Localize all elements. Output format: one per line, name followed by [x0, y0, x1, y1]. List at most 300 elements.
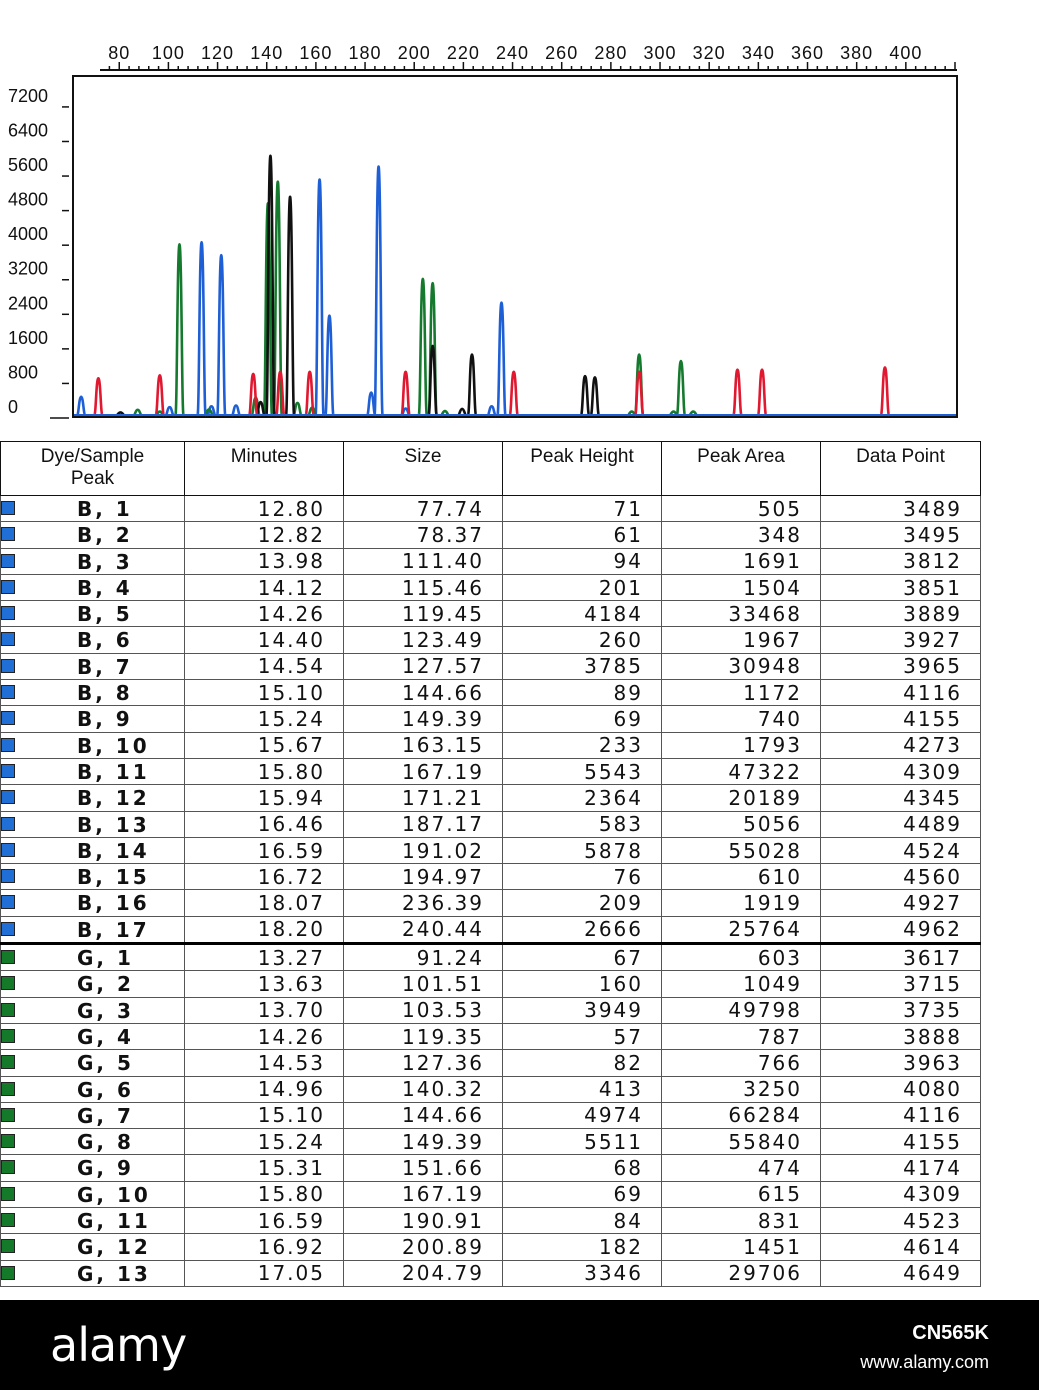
minutes-cell: 18.07 — [185, 890, 344, 916]
peak-area-cell: 20189 — [662, 785, 821, 811]
size-cell: 127.57 — [344, 653, 503, 679]
data-point-cell: 4309 — [821, 1181, 981, 1207]
dye-sample-cell — [1, 890, 185, 916]
peak-area-cell: 66284 — [662, 1102, 821, 1128]
minutes-cell: 15.24 — [185, 706, 344, 732]
peak-height-cell: 61 — [503, 522, 662, 548]
peak-blue — [198, 242, 206, 415]
table-row — [1, 548, 981, 574]
data-point-cell: 4649 — [821, 1260, 981, 1286]
size-cell: 163.15 — [344, 732, 503, 758]
peak-height-cell: 2666 — [503, 916, 662, 943]
dye-color-swatch-icon — [1, 895, 15, 909]
peak-area-cell: 603 — [662, 944, 821, 971]
peak-height-cell: 209 — [503, 890, 662, 916]
dye-sample-label: G, 12 — [77, 1235, 151, 1260]
peak-blue — [232, 405, 240, 415]
dye-sample-cell — [1, 1234, 185, 1260]
size-cell: 123.49 — [344, 627, 503, 653]
minutes-cell: 15.24 — [185, 1129, 344, 1155]
series-black — [116, 156, 598, 415]
x-tick-label: 380 — [840, 43, 874, 63]
table-row — [1, 1155, 981, 1181]
dye-color-swatch-icon — [1, 922, 15, 936]
dye-sample-label: G, 10 — [77, 1182, 151, 1207]
table-row — [1, 1208, 981, 1234]
peak-area-cell: 787 — [662, 1023, 821, 1049]
peak-black — [581, 376, 589, 415]
table-row — [1, 864, 981, 890]
size-cell: 187.17 — [344, 811, 503, 837]
peak-height-cell: 82 — [503, 1050, 662, 1076]
peak-area-cell: 30948 — [662, 653, 821, 679]
size-cell: 140.32 — [344, 1076, 503, 1102]
series-layer — [74, 156, 956, 415]
peak-blue — [77, 397, 85, 415]
data-point-cell: 4560 — [821, 864, 981, 890]
dye-sample-label: B, 6 — [77, 628, 133, 653]
peak-height-cell: 89 — [503, 680, 662, 706]
peak-black — [286, 197, 294, 415]
dye-sample-label: G, 11 — [77, 1209, 151, 1234]
x-tick-label: 300 — [643, 43, 677, 63]
header-data-point: Data Point — [821, 442, 981, 496]
data-point-cell: 3489 — [821, 496, 981, 522]
minutes-cell: 17.05 — [185, 1260, 344, 1286]
x-axis-top — [100, 43, 957, 70]
size-cell: 167.19 — [344, 1181, 503, 1207]
peak-height-cell: 5543 — [503, 758, 662, 784]
peak-red — [510, 372, 518, 415]
dye-sample-label: B, 9 — [77, 707, 133, 732]
dye-sample-cell — [1, 837, 185, 863]
peak-blue — [217, 255, 225, 415]
minutes-cell: 15.80 — [185, 1181, 344, 1207]
dye-color-swatch-icon — [1, 501, 15, 515]
peak-area-cell: 55840 — [662, 1129, 821, 1155]
minutes-cell: 15.80 — [185, 758, 344, 784]
size-cell: 78.37 — [344, 522, 503, 548]
table-row — [1, 785, 981, 811]
data-point-cell: 4080 — [821, 1076, 981, 1102]
image-id: CN565K — [912, 1322, 989, 1344]
peak-area-cell: 1451 — [662, 1234, 821, 1260]
dye-sample-label: B, 12 — [77, 786, 150, 811]
table-row — [1, 653, 981, 679]
peak-area-cell: 505 — [662, 496, 821, 522]
table-row — [1, 496, 981, 522]
dye-color-swatch-icon — [1, 1082, 15, 1096]
dye-sample-cell — [1, 785, 185, 811]
dye-sample-label: G, 6 — [77, 1077, 134, 1102]
peak-height-cell: 94 — [503, 548, 662, 574]
size-cell: 103.53 — [344, 997, 503, 1023]
peak-height-cell: 160 — [503, 971, 662, 997]
dye-color-swatch-icon — [1, 1029, 15, 1043]
dye-sample-label: G, 3 — [77, 998, 134, 1023]
peak-red — [881, 367, 889, 415]
peak-area-cell: 5056 — [662, 811, 821, 837]
peak-height-cell: 5511 — [503, 1129, 662, 1155]
data-point-cell: 4155 — [821, 1129, 981, 1155]
x-tick-label: 280 — [594, 43, 628, 63]
dye-sample-cell — [1, 732, 185, 758]
y-tick-label: 800 — [8, 362, 39, 383]
minutes-cell: 16.59 — [185, 1208, 344, 1234]
brand-url: www.alamy.com — [860, 1352, 989, 1372]
peak-blue — [166, 407, 174, 415]
peak-height-cell: 583 — [503, 811, 662, 837]
minutes-cell: 15.31 — [185, 1155, 344, 1181]
plot-frame — [73, 76, 957, 417]
peak-height-cell: 84 — [503, 1208, 662, 1234]
y-tick-label: 2400 — [8, 293, 49, 314]
dye-color-swatch-icon — [1, 1187, 15, 1201]
y-tick-label: 4000 — [8, 224, 49, 245]
dye-sample-cell — [1, 944, 185, 971]
dye-sample-label: G, 2 — [77, 972, 134, 997]
peak-area-cell: 348 — [662, 522, 821, 548]
table-row — [1, 1129, 981, 1155]
dye-sample-cell — [1, 758, 185, 784]
minutes-cell: 16.59 — [185, 837, 344, 863]
dye-color-swatch-icon — [1, 1239, 15, 1253]
data-point-cell: 3715 — [821, 971, 981, 997]
data-point-cell: 3495 — [821, 522, 981, 548]
peak-height-cell: 69 — [503, 1181, 662, 1207]
dye-color-swatch-icon — [1, 632, 15, 646]
data-point-cell: 4174 — [821, 1155, 981, 1181]
dye-color-swatch-icon — [1, 554, 15, 568]
x-tick-label: 160 — [299, 43, 333, 63]
minutes-cell: 14.26 — [185, 601, 344, 627]
peak-height-cell: 201 — [503, 574, 662, 600]
size-cell: 151.66 — [344, 1155, 503, 1181]
dye-sample-label: B, 2 — [77, 523, 133, 548]
table-row — [1, 1260, 981, 1286]
peak-area-cell: 25764 — [662, 916, 821, 943]
minutes-cell: 15.67 — [185, 732, 344, 758]
dye-sample-cell — [1, 706, 185, 732]
data-point-cell: 3889 — [821, 601, 981, 627]
dye-sample-cell — [1, 1076, 185, 1102]
dye-sample-label: B, 13 — [77, 812, 150, 837]
minutes-cell: 14.26 — [185, 1023, 344, 1049]
x-tick-label: 220 — [446, 43, 480, 63]
peak-area-cell: 766 — [662, 1050, 821, 1076]
electropherogram-chart — [0, 0, 1039, 440]
data-point-cell: 4309 — [821, 758, 981, 784]
dye-sample-label: G, 8 — [77, 1130, 134, 1155]
header-minutes: Minutes — [185, 442, 344, 496]
peak-height-cell: 233 — [503, 732, 662, 758]
dye-sample-label: B, 17 — [77, 917, 150, 942]
dye-sample-cell — [1, 997, 185, 1023]
dye-color-swatch-icon — [1, 1134, 15, 1148]
minutes-cell: 13.98 — [185, 548, 344, 574]
size-cell: 200.89 — [344, 1234, 503, 1260]
data-point-cell: 4962 — [821, 916, 981, 943]
data-point-cell: 4273 — [821, 732, 981, 758]
dye-sample-cell — [1, 496, 185, 522]
minutes-cell: 18.20 — [185, 916, 344, 943]
table-row — [1, 758, 981, 784]
peak-red — [94, 378, 102, 415]
peak-blue — [325, 316, 333, 415]
dye-sample-label: B, 3 — [77, 549, 133, 574]
table-row — [1, 811, 981, 837]
data-point-cell: 3888 — [821, 1023, 981, 1049]
dye-color-swatch-icon — [1, 817, 15, 831]
data-point-cell: 4489 — [821, 811, 981, 837]
minutes-cell: 15.10 — [185, 1102, 344, 1128]
peak-height-cell: 3346 — [503, 1260, 662, 1286]
header-peak-height: Peak Height — [503, 442, 662, 496]
dye-sample-label: B, 14 — [77, 838, 150, 863]
peak-green — [175, 244, 183, 415]
x-tick-label: 360 — [790, 43, 825, 63]
peak-black — [591, 377, 599, 415]
x-tick-label: 240 — [496, 43, 530, 63]
table-body — [1, 496, 981, 1287]
peak-green — [419, 279, 427, 415]
y-tick-label: 3200 — [8, 258, 49, 279]
size-cell: 119.35 — [344, 1023, 503, 1049]
dye-color-swatch-icon — [1, 711, 15, 725]
data-point-cell: 3735 — [821, 997, 981, 1023]
peak-area-cell: 1504 — [662, 574, 821, 600]
peak-area-cell: 1691 — [662, 548, 821, 574]
table-row — [1, 1102, 981, 1128]
table-row — [1, 680, 981, 706]
size-cell: 171.21 — [344, 785, 503, 811]
y-tick-label: 4800 — [8, 189, 49, 210]
size-cell: 111.40 — [344, 548, 503, 574]
peak-height-cell: 413 — [503, 1076, 662, 1102]
peak-height-cell: 260 — [503, 627, 662, 653]
peak-height-cell: 71 — [503, 496, 662, 522]
peak-area-cell: 49798 — [662, 997, 821, 1023]
dye-sample-cell — [1, 971, 185, 997]
size-cell: 194.97 — [344, 864, 503, 890]
dye-color-swatch-icon — [1, 1213, 15, 1227]
minutes-cell: 13.27 — [185, 944, 344, 971]
dye-color-swatch-icon — [1, 1108, 15, 1122]
peak-height-cell: 3949 — [503, 997, 662, 1023]
peak-area-cell: 3250 — [662, 1076, 821, 1102]
dye-sample-cell — [1, 680, 185, 706]
table-row — [1, 944, 981, 971]
x-tick-label: 200 — [397, 43, 431, 63]
y-tick-label: 6400 — [8, 120, 49, 141]
size-cell: 144.66 — [344, 680, 503, 706]
minutes-cell: 13.63 — [185, 971, 344, 997]
dye-color-swatch-icon — [1, 976, 15, 990]
peak-height-cell: 3785 — [503, 653, 662, 679]
dye-sample-label: B, 7 — [77, 654, 133, 679]
dye-sample-cell — [1, 548, 185, 574]
watermark-footer — [0, 1300, 1039, 1390]
dye-sample-cell — [1, 1050, 185, 1076]
data-point-cell: 4345 — [821, 785, 981, 811]
data-point-cell: 3617 — [821, 944, 981, 971]
data-point-cell: 4523 — [821, 1208, 981, 1234]
peak-area-cell: 29706 — [662, 1260, 821, 1286]
dye-sample-label: B, 5 — [77, 602, 133, 627]
x-tick-label: 180 — [348, 43, 382, 63]
minutes-cell: 14.96 — [185, 1076, 344, 1102]
dye-sample-cell — [1, 601, 185, 627]
minutes-cell: 14.40 — [185, 627, 344, 653]
minutes-cell: 12.82 — [185, 522, 344, 548]
peak-height-cell: 57 — [503, 1023, 662, 1049]
minutes-cell: 16.92 — [185, 1234, 344, 1260]
peak-area-cell: 740 — [662, 706, 821, 732]
peak-height-cell: 2364 — [503, 785, 662, 811]
minutes-cell: 14.54 — [185, 653, 344, 679]
y-tick-label: 0 — [8, 397, 19, 417]
dye-sample-cell — [1, 916, 185, 943]
peak-area-cell: 1919 — [662, 890, 821, 916]
table-row — [1, 706, 981, 732]
table-row — [1, 1234, 981, 1260]
table-row — [1, 601, 981, 627]
size-cell: 101.51 — [344, 971, 503, 997]
dye-color-swatch-icon — [1, 1055, 15, 1069]
peak-area-cell: 33468 — [662, 601, 821, 627]
dye-sample-label: G, 4 — [77, 1024, 134, 1049]
dye-color-swatch-icon — [1, 685, 15, 699]
dye-sample-cell — [1, 1208, 185, 1234]
header-size: Size — [344, 442, 503, 496]
minutes-cell: 14.12 — [185, 574, 344, 600]
size-cell: 236.39 — [344, 890, 503, 916]
dye-sample-label: G, 7 — [77, 1103, 134, 1128]
dye-sample-label: B, 11 — [77, 759, 150, 784]
dye-color-swatch-icon — [1, 869, 15, 883]
dye-color-swatch-icon — [1, 1160, 15, 1174]
size-cell: 190.91 — [344, 1208, 503, 1234]
minutes-cell: 14.53 — [185, 1050, 344, 1076]
x-tick-label: 120 — [201, 43, 235, 63]
peak-height-cell: 67 — [503, 944, 662, 971]
minutes-cell: 15.94 — [185, 785, 344, 811]
table-row — [1, 890, 981, 916]
brand-logo: alamy — [50, 1318, 187, 1372]
peak-table-container — [0, 441, 980, 1287]
table-row — [1, 574, 981, 600]
x-tick-label: 80 — [108, 43, 131, 63]
peak-area-cell: 1793 — [662, 732, 821, 758]
table-row — [1, 522, 981, 548]
data-point-cell: 3851 — [821, 574, 981, 600]
table-header-row — [1, 442, 981, 496]
size-cell: 191.02 — [344, 837, 503, 863]
size-cell: 144.66 — [344, 1102, 503, 1128]
peak-blue — [316, 180, 324, 415]
peak-height-cell: 68 — [503, 1155, 662, 1181]
data-point-cell: 4116 — [821, 680, 981, 706]
minutes-cell: 15.10 — [185, 680, 344, 706]
dye-color-swatch-icon — [1, 843, 15, 857]
size-cell: 149.39 — [344, 706, 503, 732]
table-row — [1, 997, 981, 1023]
peak-area-cell: 474 — [662, 1155, 821, 1181]
y-tick-label: 7200 — [8, 85, 49, 106]
dye-sample-cell — [1, 627, 185, 653]
dye-color-swatch-icon — [1, 790, 15, 804]
dye-sample-label: G, 1 — [77, 946, 134, 971]
table-row — [1, 971, 981, 997]
dye-sample-label: G, 13 — [77, 1261, 151, 1286]
data-point-cell: 3927 — [821, 627, 981, 653]
x-tick-label: 400 — [889, 43, 923, 63]
dye-sample-cell — [1, 1023, 185, 1049]
peak-height-cell: 182 — [503, 1234, 662, 1260]
peak-area-cell: 1049 — [662, 971, 821, 997]
table-row — [1, 837, 981, 863]
dye-sample-label: B, 10 — [77, 733, 150, 758]
peak-blue — [497, 303, 505, 415]
minutes-cell: 12.80 — [185, 496, 344, 522]
peak-area-cell: 47322 — [662, 758, 821, 784]
minutes-cell: 16.72 — [185, 864, 344, 890]
peak-black — [468, 355, 476, 415]
size-cell: 167.19 — [344, 758, 503, 784]
peak-height-cell: 4184 — [503, 601, 662, 627]
dye-color-swatch-icon — [1, 738, 15, 752]
x-tick-label: 320 — [692, 43, 726, 63]
size-cell: 115.46 — [344, 574, 503, 600]
table-row — [1, 1076, 981, 1102]
dye-sample-cell — [1, 574, 185, 600]
data-point-cell: 4927 — [821, 890, 981, 916]
peak-red — [156, 375, 164, 415]
dye-sample-label: B, 15 — [77, 865, 150, 890]
dye-sample-label: B, 1 — [77, 497, 133, 521]
dye-sample-cell — [1, 1129, 185, 1155]
table-row — [1, 916, 981, 943]
table-row — [1, 1181, 981, 1207]
y-tick-label: 5600 — [8, 155, 49, 176]
x-tick-label: 340 — [741, 43, 775, 63]
table-row — [1, 1023, 981, 1049]
table-row — [1, 627, 981, 653]
size-cell: 77.74 — [344, 496, 503, 522]
dye-sample-cell — [1, 522, 185, 548]
data-point-cell: 4614 — [821, 1234, 981, 1260]
minutes-cell: 16.46 — [185, 811, 344, 837]
size-cell: 91.24 — [344, 944, 503, 971]
y-tick-label: 1600 — [8, 327, 49, 348]
peak-table — [0, 441, 981, 1287]
dye-sample-cell — [1, 1181, 185, 1207]
header-dye-sample-peak: Dye/Sample Peak — [1, 442, 185, 496]
peak-area-cell: 831 — [662, 1208, 821, 1234]
dye-sample-label: B, 16 — [77, 891, 150, 916]
dye-color-swatch-icon — [1, 659, 15, 673]
header-peak-area: Peak Area — [662, 442, 821, 496]
peak-red — [733, 370, 741, 415]
y-axis — [8, 86, 69, 418]
peak-area-cell: 1967 — [662, 627, 821, 653]
peak-area-cell: 55028 — [662, 837, 821, 863]
dye-color-swatch-icon — [1, 764, 15, 778]
size-cell: 240.44 — [344, 916, 503, 943]
table-row — [1, 1050, 981, 1076]
data-point-cell: 4524 — [821, 837, 981, 863]
peak-height-cell: 76 — [503, 864, 662, 890]
